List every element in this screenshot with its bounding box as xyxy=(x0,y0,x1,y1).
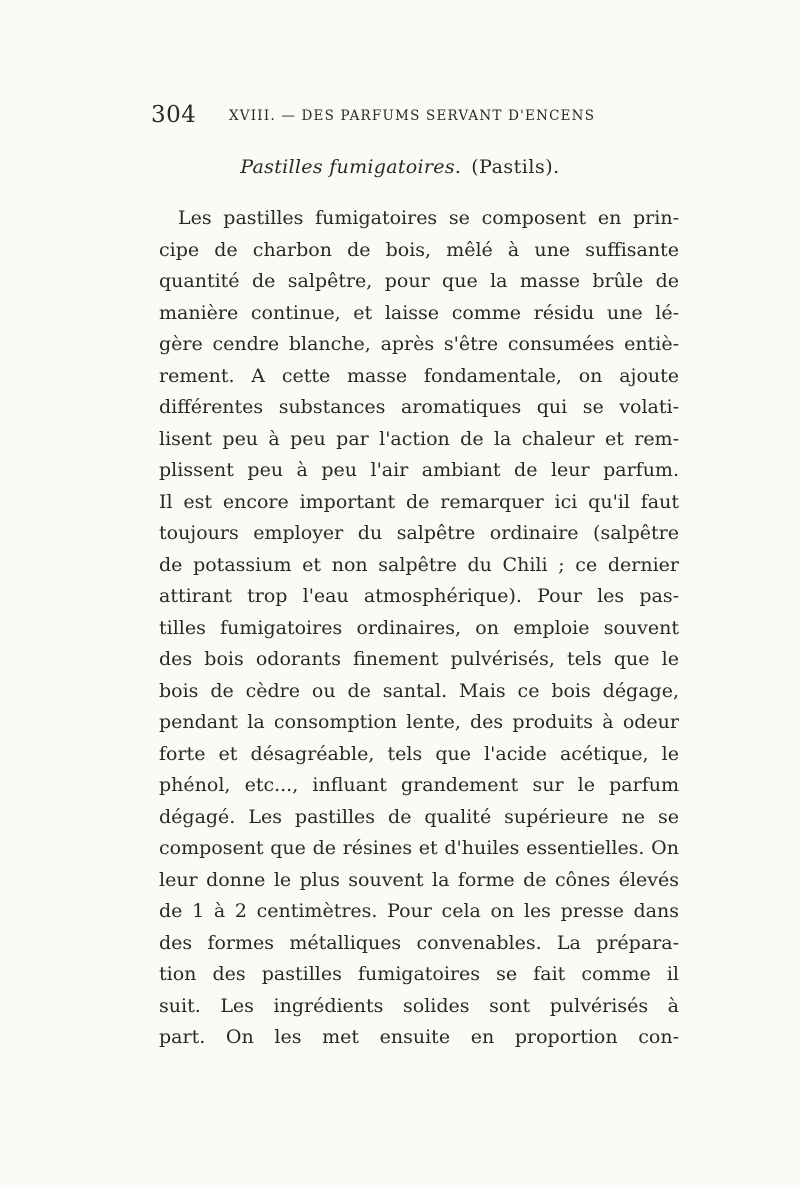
text-line: tion des pastilles fumigatoires se fait comme il xyxy=(159,963,679,985)
running-head: XVIII. — DES PARFUMS SERVANT D'ENCENS xyxy=(229,108,596,124)
text-line: pendant la consomption lente, des produits à odeur xyxy=(159,711,679,733)
text-line: plissent peu à peu l'air ambiant de leur parfum. xyxy=(159,459,679,481)
text-line: cipe de charbon de bois, mêlé à une suffisante xyxy=(159,238,679,261)
text-line: part. On les met ensuite en proportion con- xyxy=(159,1026,679,1048)
text-line: composent que de résines et d'huiles essentielles. On xyxy=(159,837,679,859)
body-text xyxy=(159,203,679,1054)
text-line: dégagé. Les pastilles de qualité supérieure ne se xyxy=(159,805,679,828)
text-line: forte et désagréable, tels que l'acide acétique, le xyxy=(159,742,679,765)
text-line: des formes métalliques convenables. La prépara- xyxy=(159,931,679,954)
text-line: phénol, etc..., influant grandement sur le parfum xyxy=(159,774,679,796)
text-line: Les pastilles fumigatoires se composent en prin- xyxy=(178,207,679,229)
text-line: rement. A cette masse fondamentale, on ajoute xyxy=(159,364,679,387)
page-number: 304 xyxy=(151,102,197,128)
text-line: quantité de salpêtre, pour que la masse brûle de xyxy=(159,270,679,292)
text-line: différentes substances aromatiques qui se volati- xyxy=(159,396,679,418)
text-line: des bois odorants finement pulvérisés, tels que le xyxy=(159,648,679,670)
text-line: leur donne le plus souvent la forme de cônes élevés xyxy=(159,868,679,891)
page-header xyxy=(151,100,611,130)
section-title xyxy=(0,152,800,182)
text-line: tilles fumigatoires ordinaires, on emploie souvent xyxy=(159,616,679,639)
text-line: suit. Les ingrédients solides sont pulvérisés à xyxy=(159,994,679,1017)
text-line: de potassium et non salpêtre du Chili ; ce dernier xyxy=(159,553,679,576)
text-line: toujours employer du salpêtre ordinaire (salpêtre xyxy=(159,522,679,544)
text-line: Il est encore important de remarquer ici qu'il faut xyxy=(159,490,679,513)
text-line: manière continue, et laisse comme résidu une lé- xyxy=(159,301,679,324)
text-line: attirant trop l'eau atmosphérique). Pour les pas- xyxy=(159,585,679,607)
section-title-italic: Pastilles fumigatoires. xyxy=(240,156,462,178)
text-line: gère cendre blanche, après s'être consumées entiè- xyxy=(159,333,679,355)
text-line: de 1 à 2 centimètres. Pour cela on les presse dans xyxy=(159,900,679,922)
section-title-plain: (Pastils). xyxy=(471,156,560,178)
text-line: bois de cèdre ou de santal. Mais ce bois dégage, xyxy=(159,679,679,702)
text-line: lisent peu à peu par l'action de la chaleur et rem- xyxy=(159,427,679,450)
